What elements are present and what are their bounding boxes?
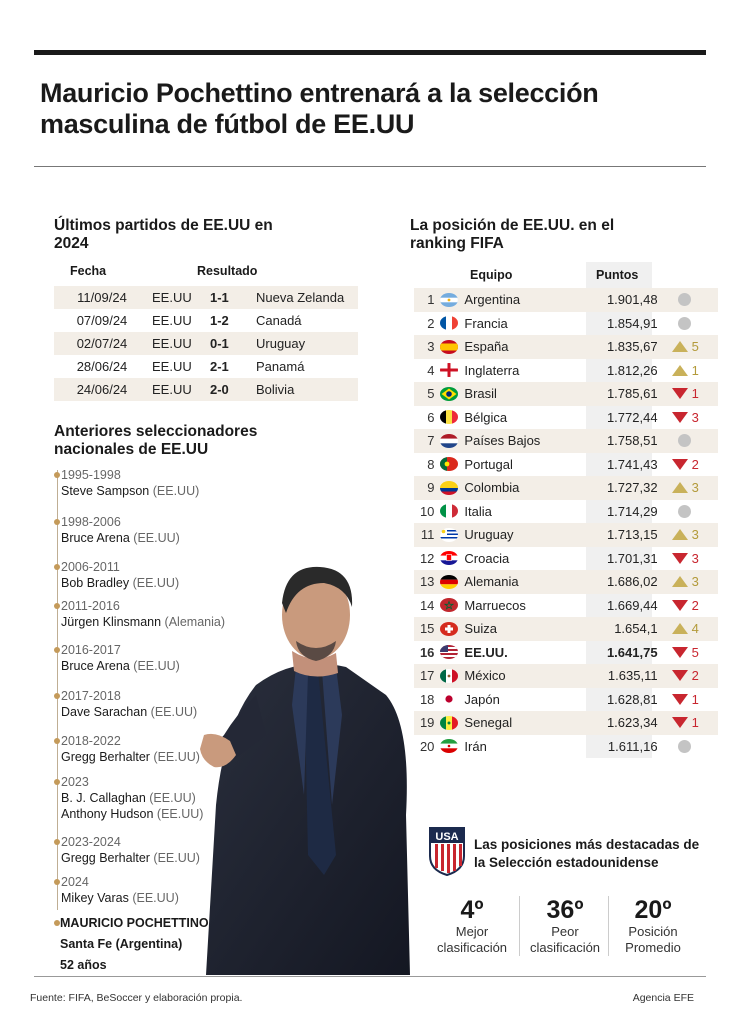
match-date: 07/09/24 [76, 313, 128, 328]
trend-delta: 2 [691, 668, 699, 684]
coach-country: (EE.UU) [153, 750, 200, 764]
belgium-flag-icon [440, 410, 458, 424]
crest-text: USA [435, 831, 459, 843]
team-name: Francia [464, 315, 508, 331]
coach-years: 2011-2016 [61, 599, 120, 613]
coach-years: 1998-2006 [61, 515, 121, 529]
coach-name: Anthony Hudson [61, 807, 154, 821]
stats-divider [519, 896, 520, 956]
ranking-row [414, 382, 718, 406]
coach-name: Bruce Arena [61, 531, 130, 545]
team-name: Irán [464, 738, 487, 754]
portugal-flag-icon [440, 457, 458, 471]
brazil-flag-icon [440, 387, 458, 401]
trend-delta: 1 [691, 362, 699, 378]
rank-position: 16 [419, 644, 435, 660]
ranking-row [414, 688, 718, 712]
matches-title: Últimos partidos de EE.UU en 2024 [54, 217, 273, 252]
stat-label: Peor clasificación [529, 924, 601, 955]
match-row [54, 378, 358, 401]
coach-name: Steve Sampson [61, 484, 150, 498]
triangle-down-icon [672, 459, 688, 470]
coach-country: (Alemania) [164, 615, 225, 629]
coach-name: Jürgen Klinsmann [61, 615, 162, 629]
match-score: 2-0 [210, 382, 229, 397]
coach-country: (EE.UU) [132, 576, 180, 590]
timeline-dot [54, 647, 60, 653]
coach-item [54, 733, 200, 765]
stat-value: 20º [634, 896, 672, 924]
triangle-down-icon [672, 412, 688, 423]
trend-cell [658, 740, 718, 753]
match-home: EE.UU [152, 382, 192, 397]
match-away: Nueva Zelanda [256, 290, 345, 305]
rank-position: 10 [419, 503, 435, 519]
matches-date-header: Fecha [70, 264, 107, 278]
ranking-row [414, 406, 718, 430]
colombia-flag-icon [440, 481, 458, 495]
timeline-dot [54, 693, 60, 699]
match-away: Bolivia [256, 382, 295, 397]
rank-position: 9 [427, 480, 435, 496]
triangle-down-icon [672, 694, 688, 705]
team-points: 1.635,11 [607, 668, 658, 684]
coach-item [54, 834, 200, 866]
team-points: 1.758,51 [606, 433, 658, 449]
team-points: 1.628,81 [606, 691, 658, 707]
trend-delta: 1 [691, 691, 699, 707]
trend-cell [658, 692, 718, 707]
ranking-row [414, 335, 718, 359]
triangle-down-icon [672, 717, 688, 728]
ranking-table [414, 288, 718, 758]
matches-result-header: Resultado [197, 264, 258, 278]
trend-cell [658, 317, 718, 330]
coach-name-line [61, 530, 180, 546]
no-change-icon [678, 293, 691, 306]
rank-position: 2 [427, 315, 435, 331]
match-score: 2-1 [210, 359, 229, 374]
trend-cell [658, 293, 718, 306]
ranking-row [414, 594, 718, 618]
coach-country: (EE.UU) [149, 791, 196, 805]
ranking-row [414, 476, 718, 500]
timeline-dot [54, 879, 60, 885]
triangle-up-icon [672, 576, 688, 587]
rank-position: 14 [419, 597, 435, 613]
team-points: 1.641,75 [606, 644, 658, 660]
trend-delta: 2 [691, 456, 699, 472]
team-name: Japón [464, 691, 500, 707]
trend-cell [658, 621, 718, 636]
team-name: Italia [464, 503, 492, 519]
trend-cell [658, 434, 718, 447]
team-name: Colombia [464, 480, 520, 496]
header-divider [34, 166, 706, 167]
match-row [54, 355, 358, 378]
current-coach-name: MAURICIO POCHETTINO [60, 916, 209, 930]
croatia-flag-icon [440, 551, 458, 565]
rank-position: 7 [427, 433, 435, 449]
senegal-flag-icon [440, 716, 458, 730]
matches-table [54, 286, 358, 401]
iran-flag-icon [440, 739, 458, 753]
coach-item [54, 467, 199, 499]
coach-country: (EE.UU) [133, 531, 180, 545]
triangle-down-icon [672, 647, 688, 658]
timeline-dot [54, 519, 60, 525]
trend-delta: 1 [691, 386, 699, 402]
coach-years: 2016-2017 [61, 643, 121, 657]
coach-name: Gregg Berhalter [61, 750, 150, 764]
top-bar [34, 50, 706, 55]
ranking-row [414, 547, 718, 571]
ranking-row [414, 641, 718, 665]
stats-title: Las posiciones más destacadas de la Selección estadounidense [474, 837, 700, 870]
team-name: Marruecos [464, 597, 526, 613]
team-points: 1.727,32 [606, 480, 658, 496]
stat-item [520, 896, 610, 956]
rank-position: 8 [427, 456, 435, 472]
trend-delta: 5 [691, 339, 699, 355]
rank-position: 19 [419, 715, 435, 731]
stats-divider [608, 896, 609, 956]
trend-cell [658, 363, 718, 378]
ranking-points-header: Puntos [596, 268, 639, 282]
coach-name: Dave Sarachan [61, 705, 148, 719]
rank-position: 4 [427, 362, 435, 378]
match-date: 28/06/24 [76, 359, 128, 374]
team-points: 1.812,26 [606, 362, 658, 378]
timeline-dot [54, 472, 60, 478]
current-coach-age: 52 años [60, 958, 107, 972]
team-name: Suiza [464, 621, 497, 637]
match-row [54, 286, 358, 309]
coach-name-line [61, 575, 179, 591]
france-flag-icon [440, 316, 458, 330]
timeline-dot [54, 920, 60, 926]
team-name: Países Bajos [464, 433, 541, 449]
coach-name: B. J. Callaghan [61, 791, 146, 805]
coach-name-line [61, 790, 203, 806]
coach-name-line [61, 850, 200, 866]
trend-cell [658, 457, 718, 472]
team-points: 1.741,43 [606, 456, 658, 472]
trend-delta: 3 [691, 574, 699, 590]
stat-value: 4º [460, 896, 484, 924]
triangle-down-icon [672, 388, 688, 399]
coach-name-line [61, 658, 180, 674]
trend-delta: 3 [691, 480, 699, 496]
team-points: 1.772,44 [606, 409, 658, 425]
spain-flag-icon [440, 340, 458, 354]
coach-item [54, 559, 179, 591]
match-date: 11/09/24 [77, 290, 127, 305]
coach-years: 2018-2022 [61, 734, 121, 748]
team-name: Bélgica [464, 409, 508, 425]
team-points: 1.669,44 [606, 597, 658, 613]
ranking-row [414, 735, 718, 759]
rank-position: 6 [427, 409, 435, 425]
coach-years: 1995-1998 [61, 468, 121, 482]
team-points: 1.713,15 [606, 527, 658, 543]
headline: Mauricio Pochettino entrenará a la selección masculina de fútbol de EE.UU [40, 78, 599, 139]
coach-country: (EE.UU) [150, 705, 198, 719]
ranking-row [414, 664, 718, 688]
trend-delta: 5 [691, 644, 699, 660]
trend-cell [658, 715, 718, 730]
coach-country: (EE.UU) [132, 891, 179, 905]
timeline-dot [54, 779, 60, 785]
no-change-icon [678, 740, 691, 753]
coach-years: 2023-2024 [61, 835, 121, 849]
agency-credit: Agencia EFE [632, 992, 694, 1004]
trend-delta: 3 [691, 409, 699, 425]
match-score: 1-1 [210, 290, 229, 305]
triangle-down-icon [672, 600, 688, 611]
coach-item [54, 774, 203, 822]
trend-cell [658, 339, 718, 354]
trend-cell [658, 386, 718, 401]
trend-cell [658, 668, 718, 683]
trend-cell [658, 645, 718, 660]
team-name: EE.UU. [464, 644, 508, 660]
coach-item [54, 874, 179, 906]
ranking-row [414, 312, 718, 336]
coach-item [54, 688, 197, 720]
coach-name: Gregg Berhalter [61, 851, 150, 865]
no-change-icon [678, 505, 691, 518]
team-points: 1.623,34 [606, 715, 658, 731]
team-points: 1.854,91 [606, 315, 658, 331]
trend-delta: 3 [691, 550, 699, 566]
match-home: EE.UU [152, 336, 192, 351]
coach-name-line [61, 806, 203, 822]
team-points: 1.686,02 [606, 574, 658, 590]
rank-position: 11 [420, 527, 435, 543]
ranking-row [414, 288, 718, 312]
team-name: Inglaterra [464, 362, 520, 378]
trend-delta: 2 [691, 597, 699, 613]
coach-years: 2017-2018 [61, 689, 121, 703]
coach-photo [196, 555, 424, 975]
team-name: Brasil [464, 386, 497, 402]
team-name: España [464, 339, 509, 355]
trend-cell [658, 410, 718, 425]
us-soccer-crest-icon [428, 826, 466, 876]
team-name: Croacia [464, 550, 510, 566]
coach-name: Bob Bradley [61, 576, 130, 590]
team-name: Uruguay [464, 527, 514, 543]
rank-position: 13 [419, 574, 435, 590]
ranking-row [414, 617, 718, 641]
coach-years: 2023 [61, 775, 89, 789]
coach-country: (EE.UU) [153, 851, 200, 865]
timeline-dot [54, 738, 60, 744]
coach-name-line [61, 890, 179, 906]
trend-cell [658, 505, 718, 518]
timeline-dot [54, 839, 60, 845]
netherlands-flag-icon [440, 434, 458, 448]
team-name: Senegal [464, 715, 513, 731]
coach-years: 2006-2011 [61, 560, 120, 574]
triangle-up-icon [672, 365, 688, 376]
coach-country: (EE.UU) [133, 659, 180, 673]
japan-flag-icon [440, 692, 458, 706]
timeline-dot [54, 564, 60, 570]
coach-item [54, 642, 180, 674]
trend-cell [658, 551, 718, 566]
ranking-title: La posición de EE.UU. en el ranking FIFA [410, 217, 615, 252]
match-row [54, 309, 358, 332]
rank-position: 1 [427, 292, 435, 308]
coach-years: 2024 [61, 875, 89, 889]
germany-flag-icon [440, 575, 458, 589]
coach-name: Mikey Varas [61, 891, 129, 905]
team-name: Portugal [464, 456, 513, 472]
ranking-row [414, 570, 718, 594]
current-coach-origin: Santa Fe (Argentina) [60, 937, 183, 951]
rank-position: 12 [419, 550, 435, 566]
coach-name-line [61, 704, 197, 720]
match-home: EE.UU [152, 313, 192, 328]
timeline-dot [54, 603, 60, 609]
triangle-up-icon [672, 341, 688, 352]
coach-name-line [61, 483, 199, 499]
match-score: 0-1 [210, 336, 229, 351]
team-points: 1.701,31 [606, 550, 658, 566]
trend-delta: 4 [691, 621, 699, 637]
stat-label: Posición Promedio [625, 924, 681, 955]
stat-item [608, 896, 698, 956]
source-note: Fuente: FIFA, BeSoccer y elaboración propia. [30, 992, 243, 1004]
ranking-row [414, 359, 718, 383]
usa-flag-icon [440, 645, 458, 659]
match-date: 02/07/24 [76, 336, 128, 351]
ranking-row [414, 711, 718, 735]
team-points: 1.785,61 [606, 386, 658, 402]
ranking-row [414, 500, 718, 524]
rank-position: 18 [419, 691, 435, 707]
match-home: EE.UU [152, 359, 192, 374]
triangle-down-icon [672, 670, 688, 681]
team-points: 1.714,29 [606, 503, 658, 519]
ranking-team-header: Equipo [470, 268, 513, 282]
rank-position: 5 [427, 386, 435, 402]
stat-value: 36º [546, 896, 584, 924]
team-name: Alemania [464, 574, 519, 590]
team-points: 1.835,67 [606, 339, 658, 355]
no-change-icon [678, 317, 691, 330]
coach-country: (EE.UU) [152, 484, 200, 498]
trend-cell [658, 527, 718, 542]
team-points: 1.654,1 [614, 621, 658, 637]
coach-country: (EE.UU) [156, 807, 204, 821]
rank-position: 20 [419, 738, 435, 754]
footer-divider [34, 976, 706, 977]
rank-position: 15 [419, 621, 435, 637]
team-name: Argentina [464, 292, 521, 308]
mexico-flag-icon [440, 669, 458, 683]
match-home: EE.UU [152, 290, 192, 305]
match-row [54, 332, 358, 355]
coach-item [54, 514, 180, 546]
coach-name: Bruce Arena [61, 659, 130, 673]
trend-cell [658, 574, 718, 589]
italy-flag-icon [440, 504, 458, 518]
trend-cell [658, 598, 718, 613]
ranking-row [414, 453, 718, 477]
match-away: Uruguay [256, 336, 306, 351]
england-flag-icon [440, 363, 458, 377]
ranking-row [414, 523, 718, 547]
stat-item [427, 896, 517, 956]
triangle-up-icon [672, 482, 688, 493]
uruguay-flag-icon [440, 528, 458, 542]
current-coach [60, 913, 209, 976]
no-change-icon [678, 434, 691, 447]
triangle-up-icon [672, 529, 688, 540]
ranking-row [414, 429, 718, 453]
rank-position: 3 [427, 339, 435, 355]
switzerland-flag-icon [440, 622, 458, 636]
match-away: Panamá [256, 359, 305, 374]
trend-delta: 1 [691, 715, 699, 731]
coaches-title: Anteriores seleccionadores nacionales de EE.UU [54, 423, 258, 458]
team-points: 1.611,16 [607, 738, 658, 754]
morocco-flag-icon [440, 598, 458, 612]
team-points: 1.901,48 [606, 292, 658, 308]
triangle-down-icon [672, 553, 688, 564]
match-away: Canadá [256, 313, 302, 328]
stat-label: Mejor clasificación [436, 924, 508, 955]
team-name: México [464, 668, 506, 684]
match-score: 1-2 [210, 313, 229, 328]
rank-position: 17 [419, 668, 435, 684]
trend-delta: 3 [691, 527, 699, 543]
triangle-up-icon [672, 623, 688, 634]
match-date: 24/06/24 [76, 382, 128, 397]
coach-name-line [61, 749, 200, 765]
trend-cell [658, 480, 718, 495]
argentina-flag-icon [440, 293, 458, 307]
